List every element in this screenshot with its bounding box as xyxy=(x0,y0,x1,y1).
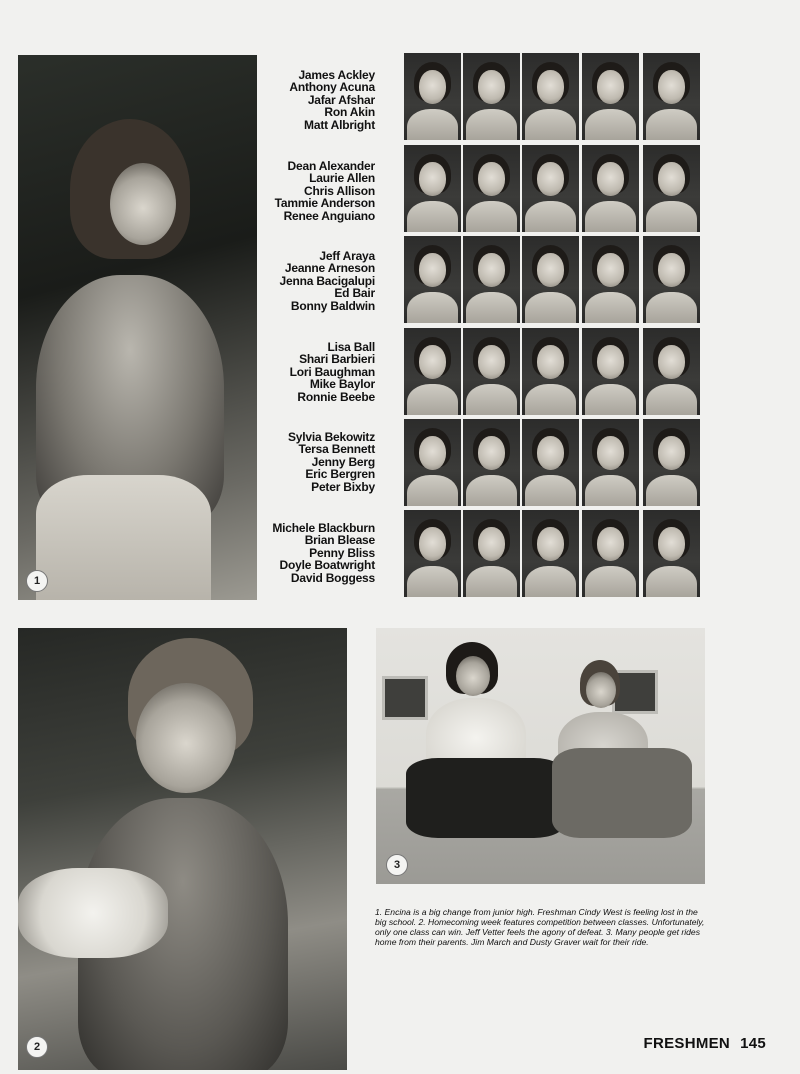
page-number: 145 xyxy=(740,1035,766,1052)
portrait-body xyxy=(646,384,697,415)
student-name: Doyle Boatwright xyxy=(279,558,375,573)
portrait-face xyxy=(478,527,505,561)
photo-3-window-left xyxy=(382,676,428,720)
portrait-body xyxy=(525,475,576,506)
photo-3-number: 3 xyxy=(386,854,408,876)
student-portrait xyxy=(463,236,520,323)
student-portrait xyxy=(582,236,639,323)
portrait-face xyxy=(658,162,685,196)
portrait-body xyxy=(646,475,697,506)
student-portrait xyxy=(522,53,579,140)
student-portrait xyxy=(643,145,700,232)
student-name: Ron Akin xyxy=(324,105,375,120)
student-name: Eric Bergren xyxy=(305,467,375,482)
portrait-face xyxy=(478,70,505,104)
student-portrait xyxy=(522,510,579,597)
portrait-face xyxy=(537,345,564,379)
portrait-face xyxy=(537,70,564,104)
student-name: Tammie Anderson xyxy=(274,196,375,211)
student-name: Penny Bliss xyxy=(309,545,375,560)
portrait-body xyxy=(585,475,636,506)
portrait-body xyxy=(466,475,517,506)
student-portrait xyxy=(582,328,639,415)
portrait-body xyxy=(525,384,576,415)
student-name: Peter Bixby xyxy=(311,479,375,494)
student-portrait xyxy=(582,145,639,232)
student-portrait xyxy=(463,145,520,232)
portrait-face xyxy=(658,70,685,104)
student-name: Ronnie Beebe xyxy=(297,389,375,404)
student-name: Laurie Allen xyxy=(309,171,375,186)
student-portrait xyxy=(404,236,461,323)
photo-2 xyxy=(18,628,347,1070)
portrait-face xyxy=(537,436,564,470)
student-portrait xyxy=(404,53,461,140)
student-name: Jenny Berg xyxy=(311,454,375,469)
portrait-face xyxy=(658,436,685,470)
student-name: Jeff Araya xyxy=(319,249,375,263)
student-portrait xyxy=(643,419,700,506)
photo-3 xyxy=(376,628,705,884)
page-footer xyxy=(643,1035,766,1052)
portrait-face xyxy=(419,70,446,104)
photo-1-number: 1 xyxy=(26,570,48,592)
student-portrait xyxy=(463,328,520,415)
student-portrait xyxy=(522,419,579,506)
photo-1-legs xyxy=(36,475,211,600)
name-group-3 xyxy=(262,250,375,312)
photo-3-person-1-legs xyxy=(406,758,566,838)
student-portrait xyxy=(463,53,520,140)
student-name: Ed Bair xyxy=(334,286,375,301)
portrait-body xyxy=(585,109,636,140)
portrait-body xyxy=(466,384,517,415)
portrait-face xyxy=(597,162,624,196)
student-name: Chris Allison xyxy=(304,183,375,198)
photo-3-person-2-legs xyxy=(552,748,692,838)
student-portrait xyxy=(522,328,579,415)
portrait-body xyxy=(407,109,458,140)
student-name: Lori Baughman xyxy=(289,364,375,379)
student-portrait xyxy=(463,419,520,506)
student-portrait xyxy=(463,510,520,597)
portrait-body xyxy=(646,109,697,140)
portrait-face xyxy=(658,527,685,561)
portrait-face xyxy=(597,253,624,287)
portrait-face xyxy=(419,345,446,379)
student-name: Brian Blease xyxy=(304,533,375,548)
portrait-face xyxy=(597,345,624,379)
portrait-face xyxy=(597,436,624,470)
student-name: Tersa Bennett xyxy=(298,442,375,457)
student-name: Renee Anguiano xyxy=(283,208,375,223)
name-group-4 xyxy=(262,341,375,403)
student-name: David Boggess xyxy=(290,570,375,585)
student-name: Bonny Baldwin xyxy=(290,298,375,313)
student-name: Jafar Afshar xyxy=(307,92,375,107)
portrait-body xyxy=(646,201,697,232)
student-name: Dean Alexander xyxy=(287,159,375,173)
portrait-body xyxy=(466,109,517,140)
name-group-2 xyxy=(262,160,375,222)
portrait-body xyxy=(407,566,458,597)
portrait-grid xyxy=(404,53,706,599)
portrait-body xyxy=(646,566,697,597)
portrait-face xyxy=(419,527,446,561)
name-group-6 xyxy=(262,522,375,584)
photo-2-number: 2 xyxy=(26,1036,48,1058)
portrait-body xyxy=(407,201,458,232)
portrait-face xyxy=(658,345,685,379)
section-label: FRESHMEN xyxy=(643,1035,731,1052)
portrait-face xyxy=(658,253,685,287)
student-portrait xyxy=(522,236,579,323)
student-name: James Ackley xyxy=(298,68,375,82)
student-portrait xyxy=(582,53,639,140)
portrait-face xyxy=(537,253,564,287)
photo-3-person-1-face xyxy=(456,656,490,696)
student-portrait xyxy=(643,236,700,323)
student-portrait xyxy=(582,419,639,506)
portrait-body xyxy=(466,566,517,597)
photo-2-pie-cream xyxy=(18,868,168,958)
student-portrait xyxy=(404,510,461,597)
portrait-body xyxy=(585,292,636,323)
portrait-body xyxy=(585,566,636,597)
portrait-face xyxy=(419,162,446,196)
portrait-face xyxy=(419,253,446,287)
portrait-face xyxy=(597,70,624,104)
portrait-body xyxy=(466,292,517,323)
portrait-body xyxy=(407,292,458,323)
student-name: Mike Baylor xyxy=(309,377,375,392)
student-portrait xyxy=(522,145,579,232)
student-name: Shari Barbieri xyxy=(299,352,375,367)
student-portrait xyxy=(404,145,461,232)
student-name: Michele Blackburn xyxy=(272,521,375,535)
name-group-5 xyxy=(262,431,375,493)
student-portrait xyxy=(404,419,461,506)
student-portrait xyxy=(643,328,700,415)
portrait-body xyxy=(407,384,458,415)
portrait-body xyxy=(646,292,697,323)
photo-3-person-2-face xyxy=(586,672,616,708)
portrait-body xyxy=(585,201,636,232)
student-portrait xyxy=(643,53,700,140)
portrait-face xyxy=(537,162,564,196)
portrait-face xyxy=(478,436,505,470)
portrait-face xyxy=(478,345,505,379)
student-name: Jenna Bacigalupi xyxy=(279,273,375,288)
portrait-face xyxy=(478,253,505,287)
portrait-body xyxy=(466,201,517,232)
portrait-body xyxy=(525,201,576,232)
student-name: Anthony Acuna xyxy=(289,80,375,95)
portrait-face xyxy=(419,436,446,470)
student-name: Matt Albright xyxy=(304,117,375,132)
name-group-1 xyxy=(262,69,375,131)
photo-caption: 1. Encina is a big change from junior high. Freshman Cindy West is feeling lost in the big school. 2. Homecoming week features competition between classes. Unfortunately, only one class can win. Jeff Vetter feels the agony of defeat. 3. Many people get rides home from their parents. Jim March and Dusty Graver wait for their ride. xyxy=(375,907,705,947)
student-name: Jeanne Arneson xyxy=(284,261,375,276)
portrait-face xyxy=(537,527,564,561)
student-name: Sylvia Bekowitz xyxy=(287,430,375,444)
portrait-body xyxy=(407,475,458,506)
photo-1 xyxy=(18,55,257,600)
portrait-face xyxy=(597,527,624,561)
student-portrait xyxy=(404,328,461,415)
portrait-body xyxy=(525,109,576,140)
portrait-face xyxy=(478,162,505,196)
portrait-body xyxy=(585,384,636,415)
student-name: Lisa Ball xyxy=(327,340,375,354)
student-portrait xyxy=(582,510,639,597)
photo-2-face xyxy=(136,683,236,793)
portrait-body xyxy=(525,292,576,323)
photo-1-face xyxy=(110,163,176,245)
student-portrait xyxy=(643,510,700,597)
portrait-body xyxy=(525,566,576,597)
